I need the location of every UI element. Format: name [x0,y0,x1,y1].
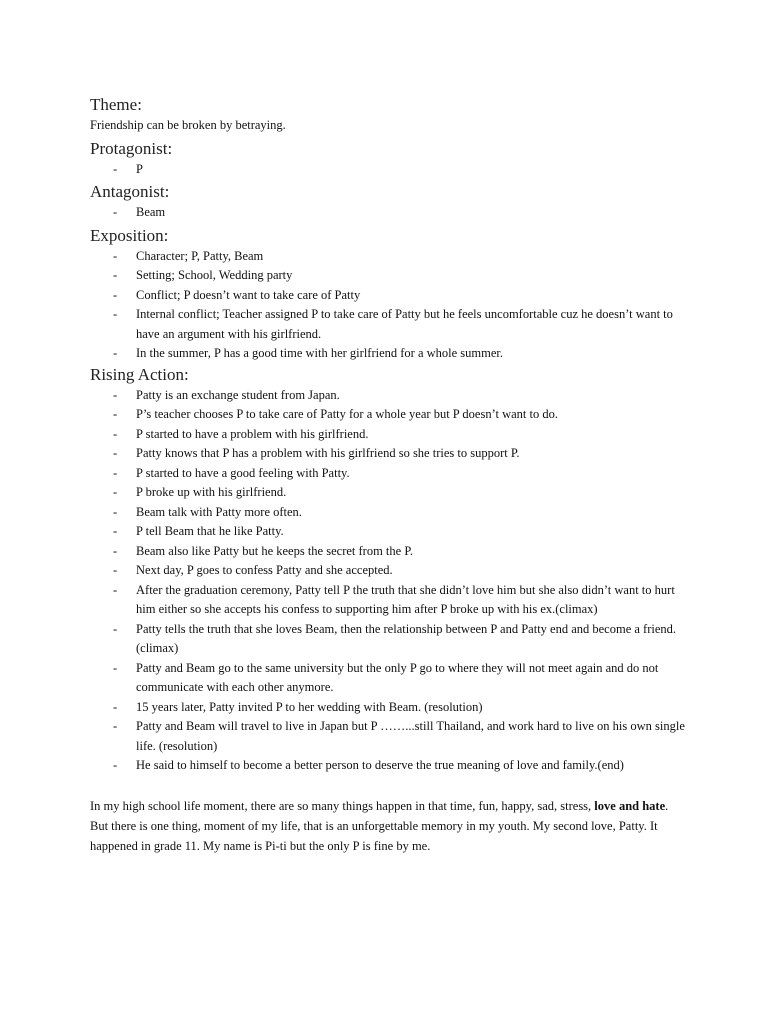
dash-bullet: - [113,524,118,538]
list-item: - Beam talk with Patty more often. [90,503,690,523]
list-item: - He said to himself to become a better person to deserve the true meaning of love and family.(end) [90,756,690,776]
list-item: - Next day, P goes to confess Patty and she accepted. [90,561,690,581]
dash-bullet: - [113,543,118,558]
dash-bullet: - [113,621,118,636]
document-page [90,94,690,868]
dash-bullet: - [113,699,118,714]
protagonist-list [90,160,690,180]
list-item: - After the graduation ceremony, Patty tell P the truth that she didn’t love him but she also didn’t want to hurt him either so she accepts his confess to supporting him after P broke up with his ex.(climax) [113,582,675,616]
intro-text-part2: . But there is one thing, moment of my life, that is an unforgettable memory in my youth. My second love, Patty. It happened in grade 11. My name is Pi-ti but the only P is fine by me. [90,798,669,853]
dash-bullet: - [113,161,118,176]
list-item: - Setting; School, Wedding party [90,266,690,286]
dash-bullet: - [113,563,118,577]
intro-text-part1: In my high school life moment, there are so many things happen in that time, fun, happy, sad, stress, [90,798,595,813]
list-item: - Beam also like Patty but he keeps the secret from the P. [90,542,690,562]
rising-action-list [90,386,690,776]
dash-bullet: - [113,248,118,263]
dash-bullet: - [113,346,118,360]
list-item: - P [90,160,690,180]
list-item: - P’s teacher chooses P to take care of Patty for a whole year but P doesn’t want to do. [90,405,690,425]
antagonist-list [90,203,690,223]
protagonist-heading: Protagonist: [90,138,173,158]
list-item: - Conflict; P doesn’t want to take care of Patty [90,286,690,306]
dash-bullet: - [113,426,118,441]
rising-action-heading: Rising Action: [90,364,189,384]
list-item: - 15 years later, Patty invited P to her wedding with Beam. (resolution) [90,698,690,718]
list-item: - Patty and Beam will travel to live in Japan but P ……...still Thailand, and work hard to live on his own single life. (resolution) [113,719,685,753]
dash-bullet: - [113,387,118,402]
intro-paragraph [90,796,678,856]
intro-bold-text: love and hate [594,798,666,813]
theme-text: Friendship can be broken by betraying. [90,118,286,132]
list-item: - Patty knows that P has a problem with his girlfriend so she tries to support P. [90,444,690,464]
exposition-heading: Exposition: [90,225,169,245]
dash-bullet: - [113,582,118,597]
antagonist-heading: Antagonist: [90,182,170,201]
list-item: - Internal conflict; Teacher assigned P to take care of Patty but he feels uncomfortable cuz he doesn’t want to have an argument with his girlfriend. [113,307,673,341]
list-item: - Character; P, Patty, Beam [90,247,690,267]
dash-bullet: - [113,504,118,519]
dash-bullet: - [113,407,118,421]
dash-bullet: - [113,205,118,219]
dash-bullet: - [113,287,118,302]
dash-bullet: - [113,660,118,675]
list-item: - Beam [90,203,690,223]
list-item: - P started to have a good feeling with Patty. [90,464,690,484]
dash-bullet: - [113,307,118,321]
list-item: - In the summer, P has a good time with her girlfriend for a whole summer. [90,344,690,364]
list-item: - Patty and Beam go to the same university but the only P go to where they will not meet again and do not communicate with each other anymore. [113,660,659,694]
dash-bullet: - [113,719,118,733]
dash-bullet: - [113,758,118,772]
dash-bullet: - [113,446,118,460]
list-item: - P started to have a problem with his girlfriend. [90,425,690,445]
list-item: - P broke up with his girlfriend. [90,483,690,503]
list-item: - Patty tells the truth that she loves Beam, then the relationship between P and Patty end and become a friend. (climax) [113,621,677,655]
dash-bullet: - [113,268,118,282]
dash-bullet: - [113,485,118,499]
theme-heading: Theme: [90,95,142,114]
list-item: - Patty is an exchange student from Japan. [90,386,690,406]
list-item: - P tell Beam that he like Patty. [90,522,690,542]
exposition-list [90,247,690,364]
dash-bullet: - [113,465,118,480]
